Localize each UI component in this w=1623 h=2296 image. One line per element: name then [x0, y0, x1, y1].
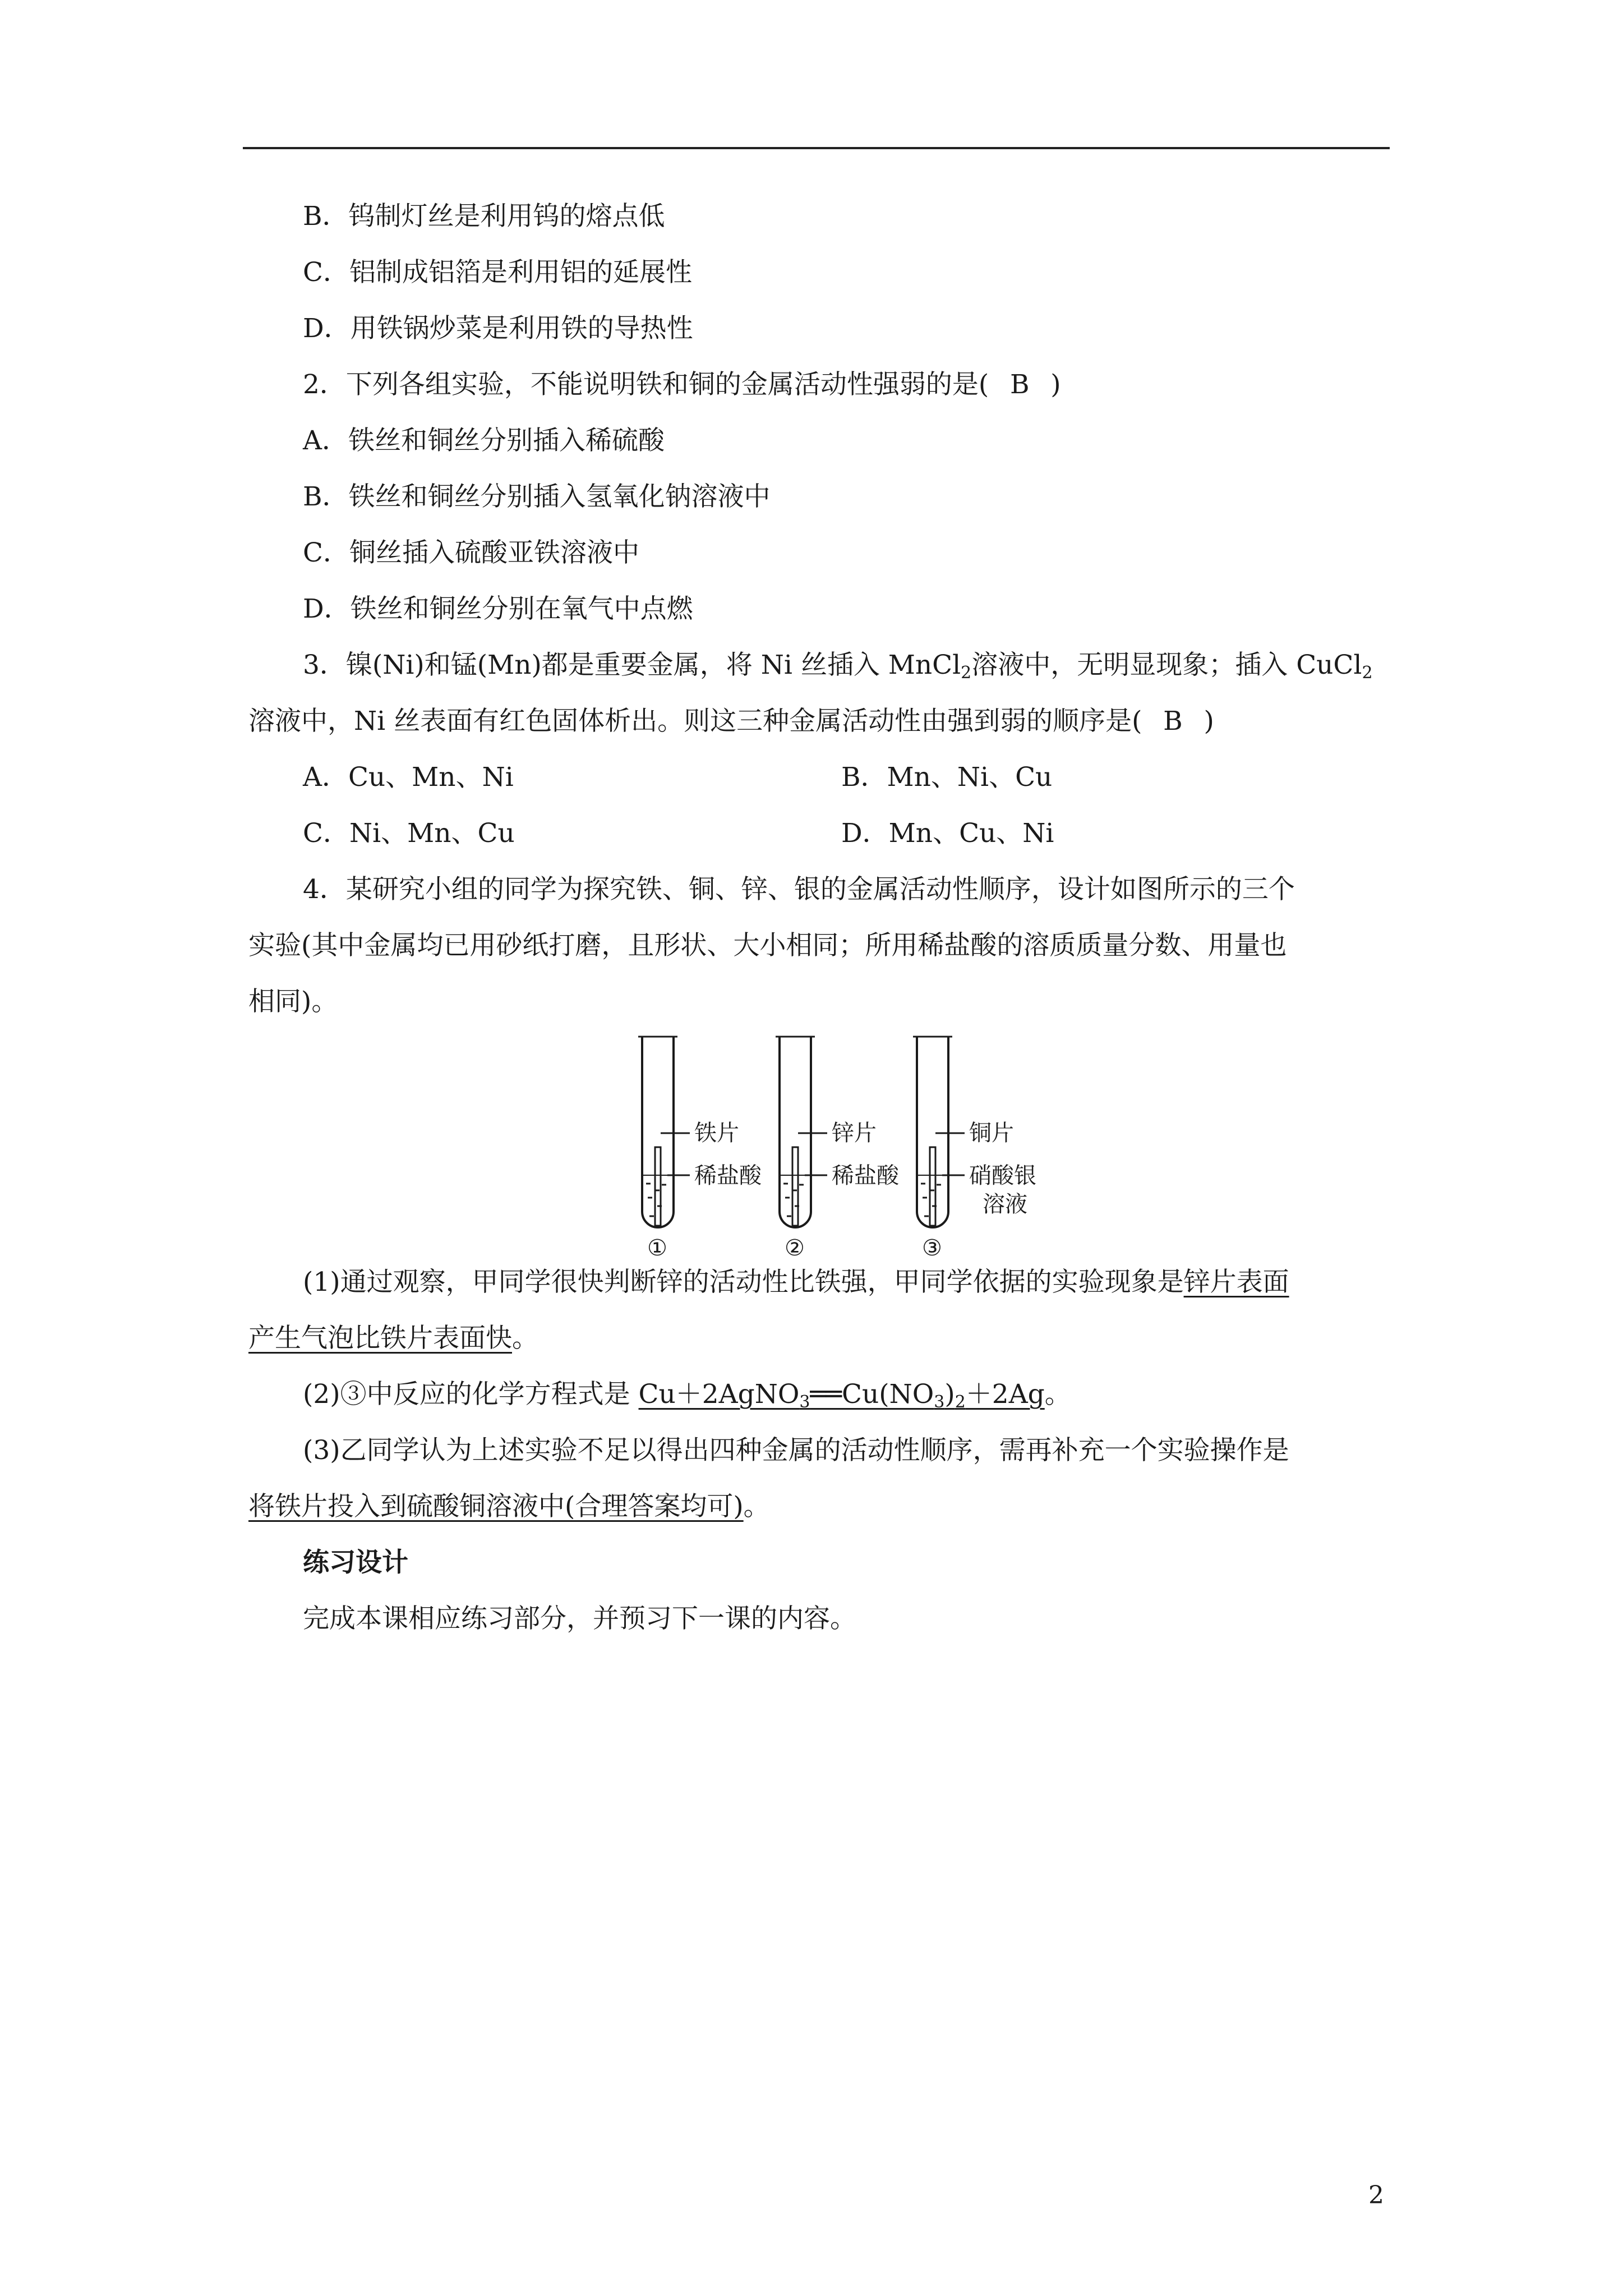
tube1-solution-label: 稀盐酸: [694, 1163, 762, 1189]
header-rule: [243, 147, 1390, 149]
q4-stem-line1: 4．某研究小组的同学为探究铁、铜、锌、银的金属活动性顺序，设计如图所示的三个: [303, 874, 1295, 905]
q3-close: ): [1204, 706, 1214, 737]
q4-part3-answer: 将铁片投入到硫酸铜溶液中(合理答案均可): [248, 1491, 744, 1522]
equation-part: Cu＋2AgNO: [638, 1379, 800, 1410]
q3-stem-part2: 溶液中，无明显现象；插入 CuCl: [971, 650, 1362, 680]
q3-option-d: D．Mn、Cu、Ni: [841, 818, 1054, 849]
q1-option-c: C．铝制成铝箔是利用铝的延展性: [303, 257, 692, 288]
q4-part1-line2: [248, 1322, 538, 1355]
q2-stem-text: 2．下列各组实验，不能说明铁和铜的金属活动性强弱的是(: [303, 369, 989, 400]
q4-part1-answer-1: 锌片表面: [1183, 1267, 1289, 1297]
q2-option-d: D．铁丝和铜丝分别在氧气中点燃: [303, 593, 693, 624]
q3-stem-line2: [248, 705, 1214, 738]
q2-answer: B: [1009, 369, 1030, 400]
q1-option-d: D．用铁锅炒菜是利用铁的导热性: [303, 313, 693, 344]
q2-close: ): [1050, 369, 1061, 400]
q4-part2: [303, 1378, 1071, 1419]
q4-part1-line1: [303, 1266, 1289, 1299]
tube3-number: ③: [922, 1235, 942, 1261]
subscript: 2: [961, 663, 972, 683]
q4-part2-text: (2)③中反应的化学方程式是: [303, 1379, 630, 1410]
q4-part1-text: (1)通过观察，甲同学很快判断锌的活动性比铁强，甲同学依据的实验现象是: [303, 1267, 1184, 1297]
q4-part3-line1: (3)乙同学认为上述实验不足以得出四种金属的活动性顺序，需再补充一个实验操作是: [303, 1435, 1289, 1466]
equation-part: ══Cu(NO: [810, 1379, 934, 1410]
q4-stem-line2: 实验(其中金属均已用砂纸打磨，且形状、大小相同；所用稀盐酸的溶质质量分数、用量也: [248, 930, 1287, 961]
tube1-number: ①: [647, 1235, 667, 1261]
q3-option-a: A．Cu、Mn、Ni: [303, 762, 514, 793]
q4-stem-line3: 相同)。: [248, 986, 338, 1017]
q1-option-b: B．钨制灯丝是利用钨的熔点低: [303, 201, 665, 232]
q4-part1-answer-2: 产生气泡比铁片表面快: [248, 1323, 512, 1354]
q4-part3-end: 。: [743, 1491, 770, 1522]
subscript: 3: [799, 1392, 810, 1412]
test-tube-2: [776, 1037, 827, 1227]
q3-option-b: B．Mn、Ni、Cu: [841, 762, 1053, 793]
tube2-metal-label: 锌片: [832, 1120, 877, 1146]
test-tubes-figure: [617, 1027, 1077, 1262]
tube2-number: ②: [785, 1235, 805, 1261]
q3-answer: B: [1163, 706, 1183, 737]
q2-option-a: A．铁丝和铜丝分别插入稀硫酸: [303, 425, 665, 456]
subscript: 3: [934, 1392, 945, 1412]
practice-heading: 练习设计: [303, 1547, 408, 1578]
q3-option-c: C．Ni、Mn、Cu: [303, 818, 515, 849]
q2-option-c: C．铜丝插入硫酸亚铁溶液中: [303, 537, 639, 568]
test-tube-1: [638, 1037, 690, 1227]
q3-stem-text: 溶液中，Ni 丝表面有红色固体析出。则这三种金属活动性由强到弱的顺序是(: [248, 706, 1142, 737]
q4-part3-line2: [248, 1490, 770, 1524]
tube3-solution-label-1: 硝酸银: [969, 1163, 1036, 1189]
q3-stem-part1: 3．镍(Ni)和锰(Mn)都是重要金属，将 Ni 丝插入 MnCl: [303, 650, 961, 680]
page-number: 2: [1368, 2181, 1384, 2210]
tube1-metal-label: 铁片: [694, 1120, 739, 1146]
equation-part: ): [944, 1379, 955, 1410]
subscript: 2: [955, 1392, 966, 1412]
q2-stem: [303, 368, 1061, 402]
q3-stem-line1: [303, 648, 1373, 690]
tube2-solution-label: 稀盐酸: [832, 1163, 899, 1189]
test-tube-3: [913, 1037, 965, 1227]
equation-part: ＋2Ag: [965, 1379, 1045, 1410]
q4-part1-end: 。: [512, 1323, 538, 1354]
tube3-metal-label: 铜片: [969, 1120, 1014, 1146]
q4-part2-end: 。: [1044, 1379, 1071, 1410]
tube3-solution-label-2: 溶液: [983, 1191, 1027, 1217]
q2-option-b: B．铁丝和铜丝分别插入氢氧化钠溶液中: [303, 481, 771, 512]
q4-part2-equation: [639, 1379, 1045, 1410]
practice-text: 完成本课相应练习部分，并预习下一课的内容。: [303, 1603, 856, 1634]
subscript: 2: [1362, 663, 1373, 683]
